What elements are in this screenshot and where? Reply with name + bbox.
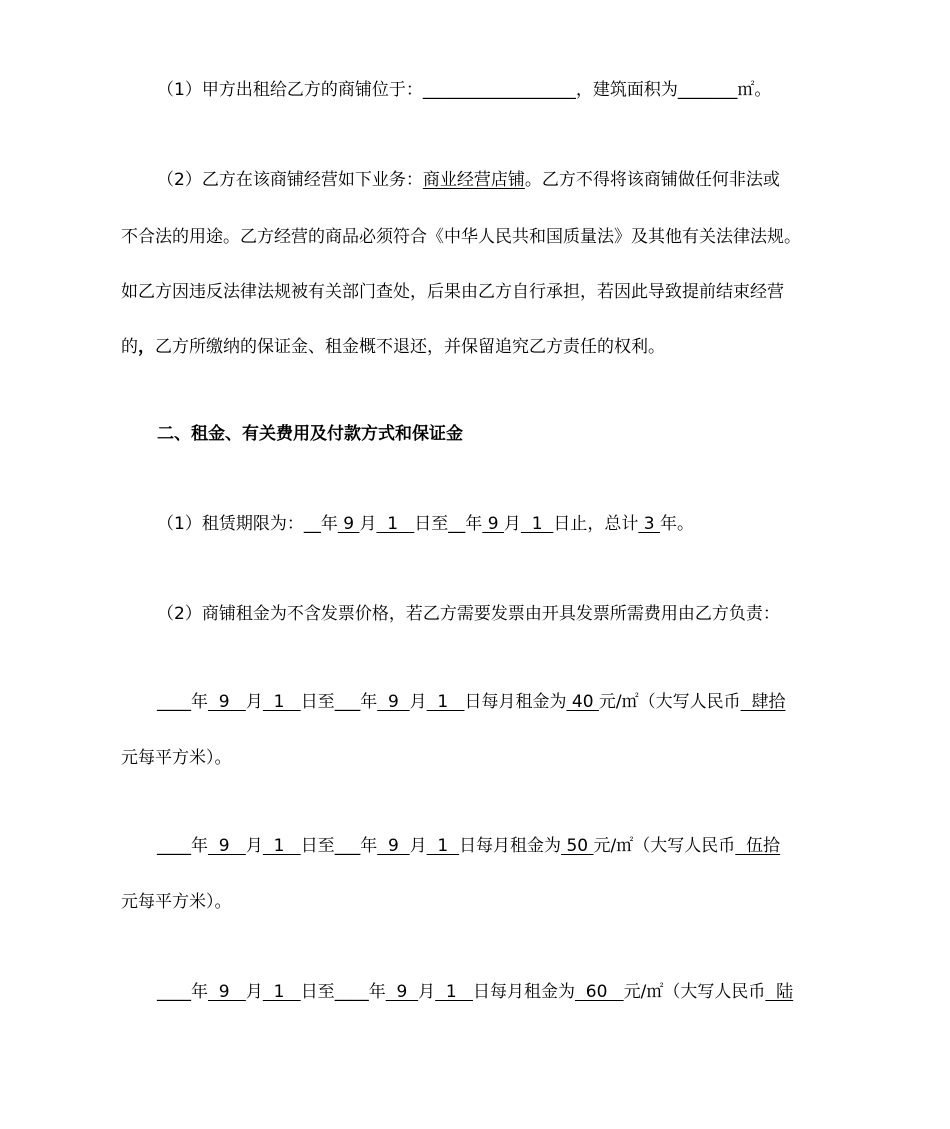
clause-text: 年	[360, 692, 378, 712]
clause-text: 月	[503, 514, 521, 534]
total-years: 3	[638, 514, 660, 534]
rent-price-capital: 伍拾	[735, 836, 781, 856]
clause-text: 日至	[300, 836, 335, 856]
clause-text: ，	[138, 337, 155, 357]
year-blank: ____	[334, 982, 369, 1002]
rent-period-1	[157, 690, 785, 714]
clause-location	[157, 78, 771, 102]
clause-text: 日每月租金为	[459, 836, 562, 856]
month-value: 9	[385, 982, 419, 1002]
year-blank: __	[448, 514, 466, 534]
clause-text: 日每月租金为	[464, 692, 567, 712]
day-value: 1	[426, 836, 460, 856]
rent-price: 40	[566, 692, 599, 712]
clause-text: 年	[465, 514, 483, 534]
clause-text: 年	[368, 982, 386, 1002]
year-blank: ____	[157, 692, 191, 712]
rent-period-3	[157, 980, 793, 1004]
day-value: 1	[262, 692, 301, 712]
month-value: 9	[208, 692, 246, 712]
clause-text: 。乙方不得将该商铺做任何非法或	[524, 170, 780, 190]
clause-text: 乙方所缴纳的保证金、租金概不退还，并保留追究乙方责任的权利。	[155, 337, 665, 357]
rent-price-capital: 肆拾	[740, 692, 786, 712]
rent-price: 50	[561, 836, 594, 856]
clause-text: 的	[121, 337, 138, 357]
year-blank: ____	[157, 836, 191, 856]
month-value: 9	[377, 836, 410, 856]
clause-text: 月	[409, 836, 427, 856]
clause-line	[121, 335, 665, 359]
section-heading: 二、租金、有关费用及付款方式和保证金	[157, 424, 463, 444]
area-blank: _______	[677, 80, 738, 100]
day-value: 1	[520, 514, 554, 534]
month-value: 9	[482, 514, 504, 534]
clause-line: 如乙方因违反法律法规被有关部门查处，后果由乙方自行承担，若因此导致提前结束经营	[121, 282, 784, 302]
clause-text: 日至	[414, 514, 449, 534]
business-type: 商业经营店铺	[422, 170, 525, 190]
day-value: 1	[262, 836, 301, 856]
clause-text: 元/㎡（大写人民币	[593, 836, 736, 856]
clause-text: 年。	[659, 514, 694, 534]
clause-text: （1）甲方出租给乙方的商铺位于：	[157, 80, 423, 100]
year-blank: ___	[334, 692, 361, 712]
clause-line: 元每平方米）。	[121, 748, 232, 768]
clause-text: （1）租赁期限为：	[157, 514, 304, 534]
clause-text: 年	[191, 692, 208, 712]
day-value: 1	[376, 514, 415, 534]
clause-text: 年	[320, 514, 338, 534]
month-value: 9	[377, 692, 410, 712]
clause-text: ㎡。	[737, 80, 772, 100]
clause-text: 元/㎡（大写人民币	[623, 982, 766, 1002]
month-value: 9	[337, 514, 360, 534]
clause-text: 年	[191, 982, 208, 1002]
clause-text: 月	[409, 692, 427, 712]
clause-line: 元每平方米）。	[121, 892, 232, 912]
clause-text: 月	[245, 836, 263, 856]
rent-price-capital: 陆	[765, 982, 794, 1002]
rent-period-2	[157, 834, 780, 858]
clause-text: 月	[245, 692, 263, 712]
year-blank: ___	[334, 836, 361, 856]
clause-text: 年	[360, 836, 378, 856]
clause-text: 月	[359, 514, 377, 534]
year-blank: ____	[157, 982, 191, 1002]
month-value: 9	[208, 982, 246, 1002]
month-value: 9	[208, 836, 246, 856]
clause-text: 日每月租金为	[472, 982, 575, 1002]
clause-text: 年	[191, 836, 208, 856]
clause-text: 月	[418, 982, 436, 1002]
rent-price: 60	[574, 982, 624, 1002]
clause-text: 日止，总计	[553, 514, 639, 534]
clause-text: （2）乙方在该商铺经营如下业务：	[157, 170, 423, 190]
clause-text: ，建筑面积为	[575, 80, 678, 100]
clause-text: 月	[245, 982, 263, 1002]
day-value: 1	[262, 982, 301, 1002]
clause-rent-note: （2）商铺租金为不含发票价格，若乙方需要发票由开具发票所需费用由乙方负责：	[157, 604, 780, 624]
location-blank: __________________	[422, 80, 576, 100]
clause-term	[157, 512, 694, 536]
day-value: 1	[435, 982, 473, 1002]
clause-text: 元/㎡（大写人民币	[598, 692, 741, 712]
clause-business	[157, 168, 780, 192]
year-blank: __	[303, 514, 321, 534]
clause-line: 不合法的用途。乙方经营的商品必须符合《中华人民共和国质量法》及其他有关法律法规。	[121, 227, 801, 247]
clause-text: 日至	[300, 692, 335, 712]
day-value: 1	[426, 692, 465, 712]
clause-text: 日至	[300, 982, 335, 1002]
